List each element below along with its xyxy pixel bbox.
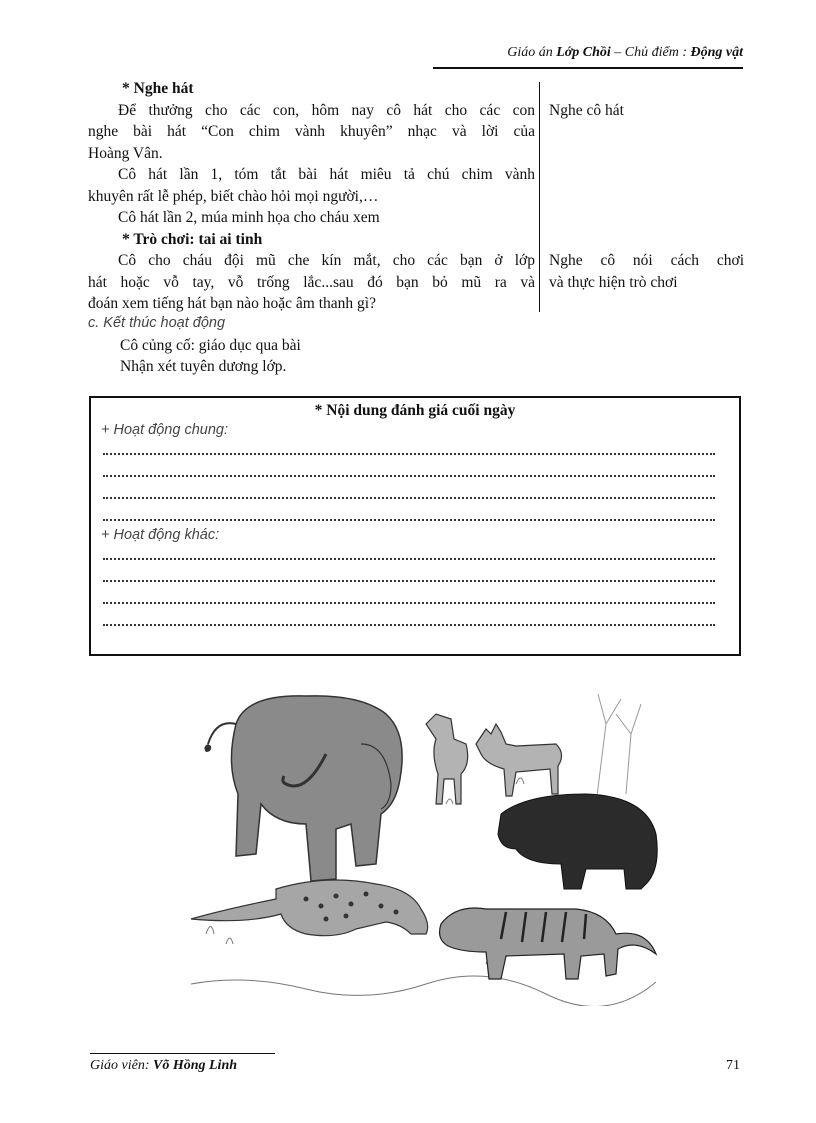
bear-drawing xyxy=(498,794,657,889)
para1-line2: nghe bài hát “Con chim vành khuyên” nhạc và lời của xyxy=(88,123,535,140)
other-line-1 xyxy=(103,543,715,560)
general-line-1 xyxy=(103,438,715,455)
leopard-drawing xyxy=(191,880,428,936)
para1-line3: Hoàng Vân. xyxy=(88,144,163,162)
child-activity-2-line1: Nghe cô nói cách chơi xyxy=(549,252,744,269)
general-line-4 xyxy=(103,499,715,521)
deer-drawing xyxy=(426,714,562,804)
footer-rule xyxy=(90,1053,275,1054)
para3: Cô hát lần 2, múa minh họa cho cháu xem xyxy=(118,209,380,226)
para4-line1: Cô cho cháu đội mũ che kín mắt, cho các bạn ở lớp xyxy=(118,252,535,269)
teacher-credit xyxy=(90,1058,237,1074)
teacher-activity-column xyxy=(88,78,535,315)
tiger-drawing xyxy=(440,908,656,979)
para4-line3: đoán xem tiếng hát bạn nào hoặc âm thanh gì? xyxy=(88,295,376,312)
header-prefix: Giáo án xyxy=(507,45,557,60)
child-activity-1: Nghe cô hát xyxy=(549,101,624,119)
para1-line1: Để thưởng cho các con, hôm nay cô hát cho các con xyxy=(118,101,535,119)
other-activity-label: + Hoạt động khác: xyxy=(101,527,220,543)
section-c-heading: c. Kết thúc hoạt động xyxy=(88,315,226,331)
animals-illustration xyxy=(186,684,666,1006)
child-activity-column xyxy=(549,78,744,293)
page-number: 71 xyxy=(726,1058,740,1073)
para4-line2: hát hoặc vỗ tay, vỗ trống lắc...sau đó bạn bỏ mũ ra và xyxy=(88,273,535,291)
header-rule xyxy=(433,67,743,69)
page-header xyxy=(433,45,743,61)
child-activity-2-line2: và thực hiện trò chơi xyxy=(549,273,678,291)
heading-listen-singing: * Nghe hát xyxy=(122,80,194,97)
header-theme: Động vật xyxy=(690,45,743,60)
heading-game: * Trò chơi: tai ai tinh xyxy=(122,230,263,248)
header-middle: – Chủ điểm : xyxy=(610,45,691,60)
other-line-2 xyxy=(103,560,715,582)
closing-line1: Cô củng cố: giáo dục qua bài xyxy=(120,336,301,354)
general-activity-label: + Hoạt động chung: xyxy=(101,422,228,438)
general-line-2 xyxy=(103,455,715,477)
other-line-4 xyxy=(103,604,715,626)
elephant-drawing xyxy=(204,696,402,881)
column-divider xyxy=(539,82,540,312)
teacher-prefix: Giáo viên: xyxy=(90,1058,153,1073)
evaluation-title: * Nội dung đánh giá cuối ngày xyxy=(314,402,516,419)
closing-section xyxy=(88,313,301,378)
para2-line2: khuyên rất lễ phép, biết chào hỏi mọi người,… xyxy=(88,187,379,205)
para2-line1: Cô hát lần 1, tóm tắt bài hát miêu tả chú chim vành xyxy=(118,166,535,183)
evaluation-box xyxy=(89,396,741,656)
closing-line2: Nhận xét tuyên dương lớp. xyxy=(120,358,287,375)
general-line-3 xyxy=(103,477,715,499)
teacher-name: Võ Hồng Linh xyxy=(152,1058,238,1073)
page-footer xyxy=(90,1053,740,1077)
header-class: Lớp Chồi xyxy=(556,45,611,60)
other-line-3 xyxy=(103,582,715,604)
